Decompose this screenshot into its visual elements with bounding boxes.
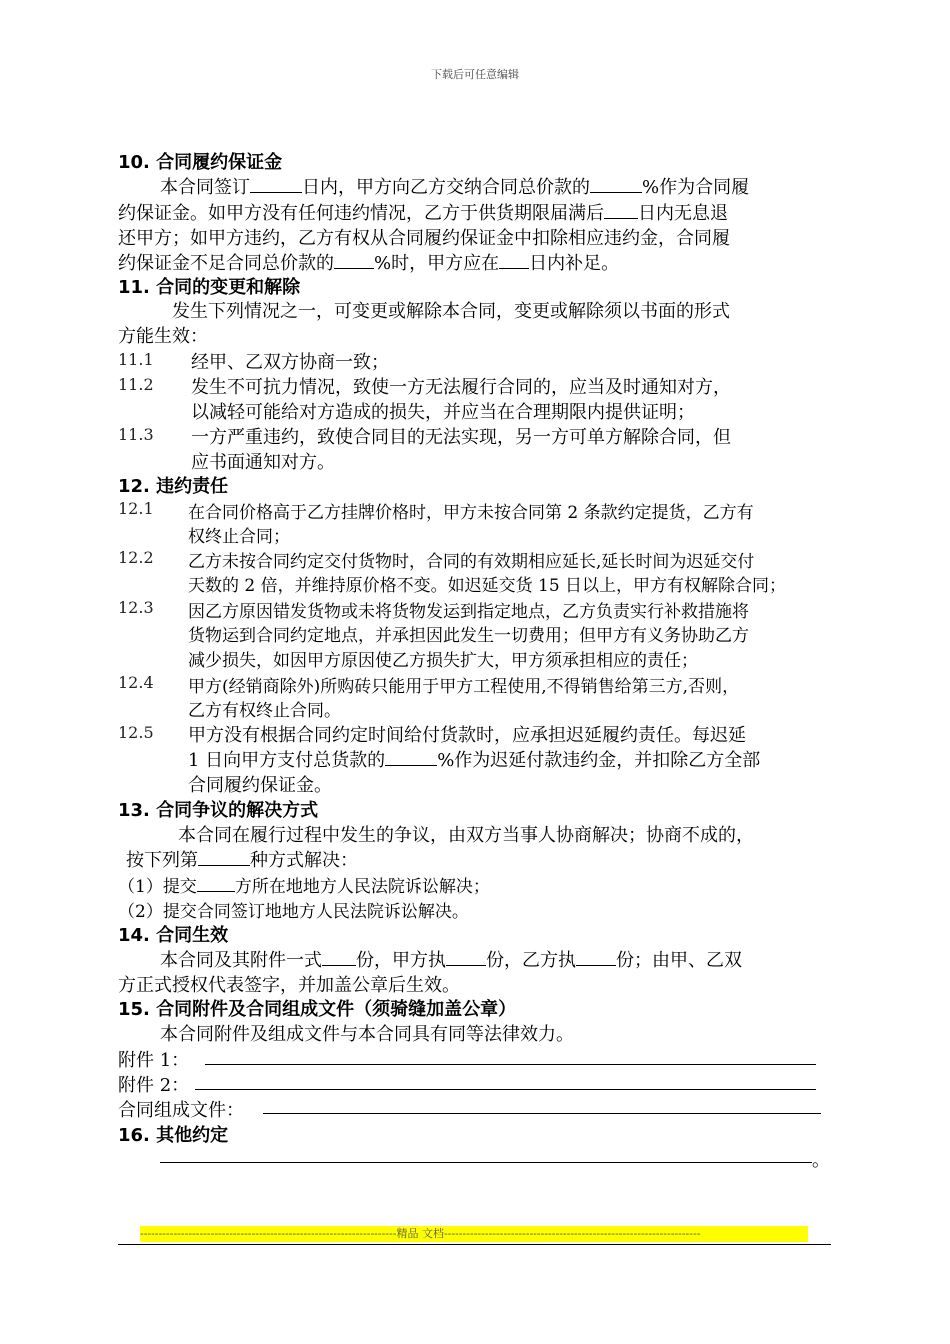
s15-line-1: 本合同附件及组成文件与本合同具有同等法律效力。 [160,1024,574,1045]
s13-option-1: （1）提交 方所在地地方人民法院诉讼解决； [118,877,490,897]
s11-item-2a: 发生不可抗力情况，致使一方无法履行合同的，应当及时通知对方， [191,377,731,398]
blank-field [322,949,356,966]
s10-line-4: 约保证金不足合同总价款的 %时，甲方应在 日内补足。 [118,253,620,274]
section-13-title: 13. 合同争议的解决方式 [118,800,319,821]
section-15-title: 15. 合同附件及合同组成文件（须骑缝加盖公章） [118,999,517,1020]
blank-field [446,949,486,966]
blank-field [590,176,642,193]
section-11-title: 11. 合同的变更和解除 [118,277,301,298]
s12-item-5a: 甲方没有根据合同约定时间给付货款时，应承担迟延履约责任。每迟延 [188,725,746,746]
s12-item-3a: 因乙方原因错发货物或未将货物发运到指定地点，乙方负责实行补救措施将 [188,602,749,622]
attachment-1-line [205,1064,816,1065]
s11-intro-2: 方能生效： [118,326,208,347]
blank-field [576,949,616,966]
section-14-title: 14. 合同生效 [118,925,229,946]
blank-field [385,749,437,766]
end-period: 。 [812,1150,830,1171]
item-number: 11.3 [118,425,154,444]
s10-line-3: 还甲方；如甲方违约，乙方有权从合同履约保证金中扣除相应违约金，合同履 [118,228,730,249]
composition-docs-line [263,1113,821,1114]
section-16-title: 16. 其他约定 [118,1125,229,1146]
composition-docs-label: 合同组成文件： [118,1100,244,1121]
blank-field [499,252,529,269]
item-number: 11.2 [118,375,154,394]
s10-line-2: 约保证金。如甲方没有任何违约情况，乙方于供货期限届满后 日内无息退 [118,203,728,224]
s12-item-2a: 乙方未按合同约定交付货物时，合同的有效期相应延长,延长时间为迟延交付 [188,552,755,572]
s11-intro-1: 发生下列情况之一，可变更或解除本合同，变更或解除须以书面的形式 [172,301,730,322]
blank-field [197,875,235,892]
section-10-title: 10. 合同履约保证金 [118,152,283,173]
s14-line-2: 方正式授权代表签字，并加盖公章后生效。 [118,975,460,996]
s12-item-3c: 减少损失，如因甲方原因使乙方损失扩大，甲方须承担相应的责任； [188,651,698,671]
attachment-2-label: 附件 2： [118,1075,190,1096]
item-number: 11.1 [118,350,154,369]
s12-item-4a: 甲方(经销商除外)所购砖只能用于甲方工程使用,不得销售给第三方,否则， [188,677,740,697]
s12-item-1b: 权终止合同； [188,527,290,547]
footer-banner [140,1226,808,1242]
item-number: 12.5 [118,723,154,742]
item-number: 12.4 [118,673,154,692]
s11-item-3a: 一方严重违约，致使合同目的无法实现，另一方可单方解除合同，但 [191,427,731,448]
blank-field [604,202,638,219]
blank-field [250,176,302,193]
s11-item-3b: 应书面通知对方。 [191,452,335,473]
s10-line-1: 本合同签订 日内，甲方向乙方交纳合同总价款的 %作为合同履 [160,177,750,198]
blank-field [198,849,250,866]
s12-item-5c: 合同履约保证金。 [188,775,332,796]
item-number: 12.3 [118,598,154,617]
s12-item-2b: 天数的 2 倍，并维持原价格不变。如迟延交货 15 日以上，甲方有权解除合同； [188,576,787,596]
attachment-1-label: 附件 1： [118,1050,190,1071]
s12-item-3b: 货物运到合同约定地点，并承担因此发生一切费用；但甲方有义务协助乙方 [188,626,749,646]
footer-rule [118,1244,831,1245]
s11-item-1: 经甲、乙双方协商一致； [191,352,389,373]
s13-line-2: 按下列第 种方式解决： [126,850,358,871]
page-header: 下载后可任意编辑 [431,68,519,81]
item-number: 12.2 [118,548,154,567]
s12-item-5b: 1 日向甲方支付总货款的 %作为迟延付款违约金，并扣除乙方全部 [188,750,761,771]
blank-field [334,252,374,269]
s12-item-4b: 乙方有权终止合同。 [188,701,341,721]
s14-line-1: 本合同及其附件一式 份，甲方执 份，乙方执 份；由甲、乙双 [160,950,742,971]
other-terms-line [160,1162,812,1163]
s13-option-2: （2）提交合同签订地地方人民法院诉讼解决。 [118,902,469,922]
s11-item-2b: 以减轻可能给对方造成的损失，并应当在合理期限内提供证明； [191,402,695,423]
s12-item-1a: 在合同价格高于乙方挂牌价格时，甲方未按合同第 2 条款约定提货，乙方有 [188,503,754,523]
s13-line-1: 本合同在履行过程中发生的争议，由双方当事人协商解决；协商不成的， [178,825,754,846]
footer-dashes-right: --------------------------------------------------------------------- [443,1227,701,1240]
footer-label: 精品 文档 [396,1227,444,1240]
attachment-2-line [195,1089,816,1090]
section-12-title: 12. 违约责任 [118,476,229,497]
footer-dashes-left: --------------------------------------------------------------------- [140,1227,397,1240]
item-number: 12.1 [118,499,154,518]
